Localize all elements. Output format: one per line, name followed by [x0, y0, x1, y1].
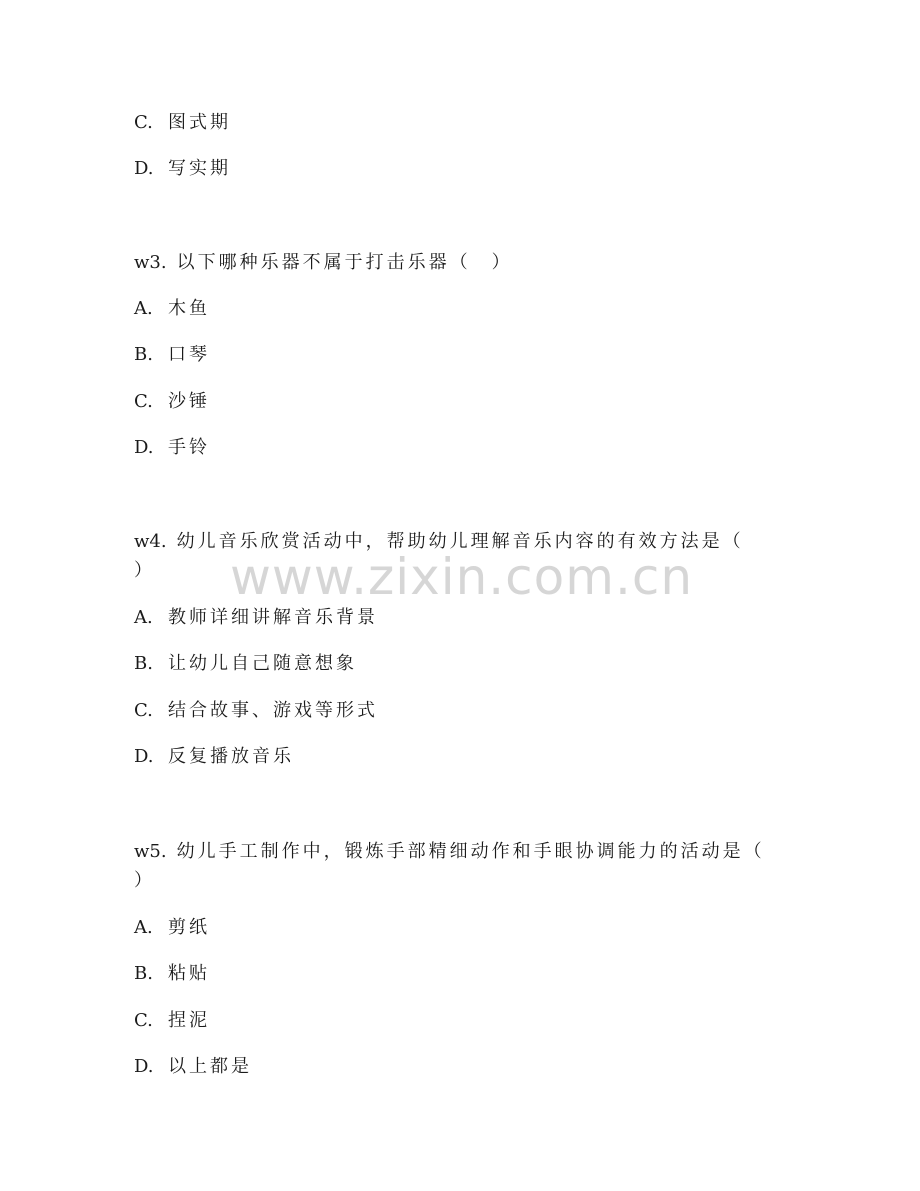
- question-5-continued: [134, 869, 155, 893]
- option-q5-b: [134, 962, 210, 986]
- question-number: w5.: [134, 841, 167, 862]
- option-text: 图式期: [168, 112, 231, 133]
- option-text: 口琴: [168, 344, 210, 365]
- question-3: [134, 251, 513, 275]
- question-4: [134, 530, 744, 554]
- option-q4-c: [134, 699, 378, 723]
- option-q4-b: [134, 652, 357, 676]
- option-q3-b: [134, 343, 210, 367]
- option-text: 让幼儿自己随意想象: [168, 653, 357, 674]
- watermark: www.zixin.com.cn: [230, 548, 694, 606]
- option-text: 粘贴: [168, 963, 210, 984]
- option-text: 木鱼: [168, 298, 210, 319]
- option-q3-d: [134, 436, 210, 460]
- option-q5-c: [134, 1009, 210, 1033]
- option-label: D.: [134, 437, 154, 458]
- question-text: 幼儿音乐欣赏活动中，帮助幼儿理解音乐内容的有效方法是（: [176, 531, 744, 552]
- option-q5-a: [134, 916, 210, 940]
- option-label: A.: [134, 607, 153, 628]
- option-text: 反复播放音乐: [168, 746, 294, 767]
- option-q4-a: [134, 606, 378, 630]
- option-label: D.: [134, 1056, 154, 1077]
- question-5: [134, 840, 765, 864]
- option-q3-c: [134, 390, 210, 414]
- option-label: C.: [134, 112, 153, 133]
- option-q5-d: [134, 1055, 252, 1079]
- question-text: 幼儿手工制作中，锻炼手部精细动作和手眼协调能力的活动是（: [176, 841, 765, 862]
- option-label: D.: [134, 746, 154, 767]
- question-4-continued: [134, 559, 155, 583]
- option-text: 捏泥: [168, 1010, 210, 1031]
- option-text: 写实期: [168, 158, 231, 179]
- option-text: 剪纸: [168, 917, 210, 938]
- option-q4-d: [134, 745, 294, 769]
- question-text: 以下哪种乐器不属于打击乐器（ ）: [176, 252, 513, 273]
- option-q2-d: [134, 157, 231, 181]
- option-label: B.: [134, 653, 153, 674]
- option-text: 教师详细讲解音乐背景: [168, 607, 378, 628]
- option-label: B.: [134, 963, 153, 984]
- question-number: w3.: [134, 252, 167, 273]
- option-label: B.: [134, 344, 153, 365]
- option-text: 结合故事、游戏等形式: [168, 700, 378, 721]
- option-q2-c: [134, 111, 231, 135]
- option-text: 以上都是: [168, 1056, 252, 1077]
- option-label: C.: [134, 1010, 153, 1031]
- question-text-continued: ）: [134, 560, 155, 581]
- option-q3-a: [134, 297, 210, 321]
- question-text-continued: ）: [134, 870, 155, 891]
- option-label: D.: [134, 158, 154, 179]
- option-text: 沙锤: [168, 391, 210, 412]
- option-label: C.: [134, 700, 153, 721]
- option-label: A.: [134, 917, 153, 938]
- option-label: C.: [134, 391, 153, 412]
- question-number: w4.: [134, 531, 167, 552]
- option-label: A.: [134, 298, 153, 319]
- option-text: 手铃: [168, 437, 210, 458]
